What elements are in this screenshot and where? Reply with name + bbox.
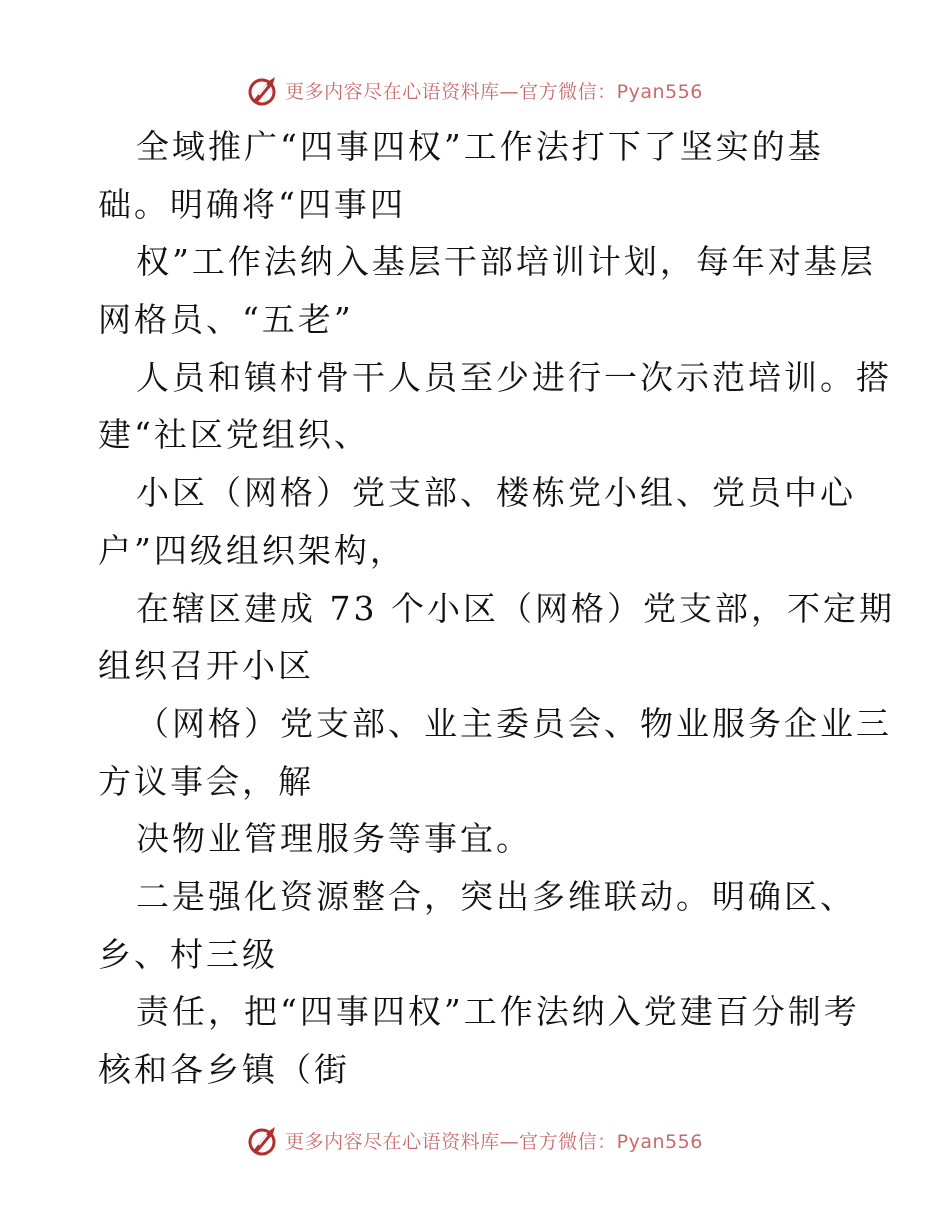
footer-banner-text: 更多内容尽在心语资料库—官方微信：Pyan556 [285, 1130, 703, 1153]
page-header-banner [0, 70, 950, 110]
body-line: 方议事会，解 [98, 761, 314, 801]
document-body [98, 118, 895, 1099]
body-line: 决物业管理服务等事宜。 [136, 819, 532, 859]
pen-logo-icon [247, 1123, 281, 1157]
body-line: 在辖区建成 73 个小区（网格）党支部，不定期 [136, 588, 895, 628]
body-line: 网格员、“五老” [98, 300, 354, 340]
pen-logo-icon [247, 73, 281, 107]
body-line: 础。明确将“四事四 [98, 184, 406, 224]
header-banner-text: 更多内容尽在心语资料库—官方微信：Pyan556 [285, 80, 703, 103]
page-footer-banner [0, 1120, 950, 1160]
body-line: 组织召开小区 [98, 646, 314, 686]
body-line: 人员和镇村骨干人员至少进行一次示范培训。搭 [136, 357, 892, 397]
body-line: 全域推广“四事四权”工作法打下了坚实的基 [136, 127, 824, 166]
body-line: 二是强化资源整合，突出多维联动。明确区、 [136, 876, 856, 916]
body-line: 核和各乡镇（街 [98, 1050, 350, 1089]
body-line: 乡、村三级 [98, 934, 278, 974]
body-line: 户”四级组织架构， [98, 530, 406, 570]
body-line: 小区（网格）党支部、楼栋党小组、党员中心 [136, 473, 856, 513]
body-line: 权”工作法纳入基层干部培训计划，每年对基层 [136, 242, 876, 282]
body-line: （网格）党支部、业主委员会、物业服务企业三 [136, 703, 892, 743]
body-line: 建“社区党组织、 [98, 415, 370, 455]
body-line: 责任，把“四事四权”工作法纳入党建百分制考 [136, 992, 860, 1032]
